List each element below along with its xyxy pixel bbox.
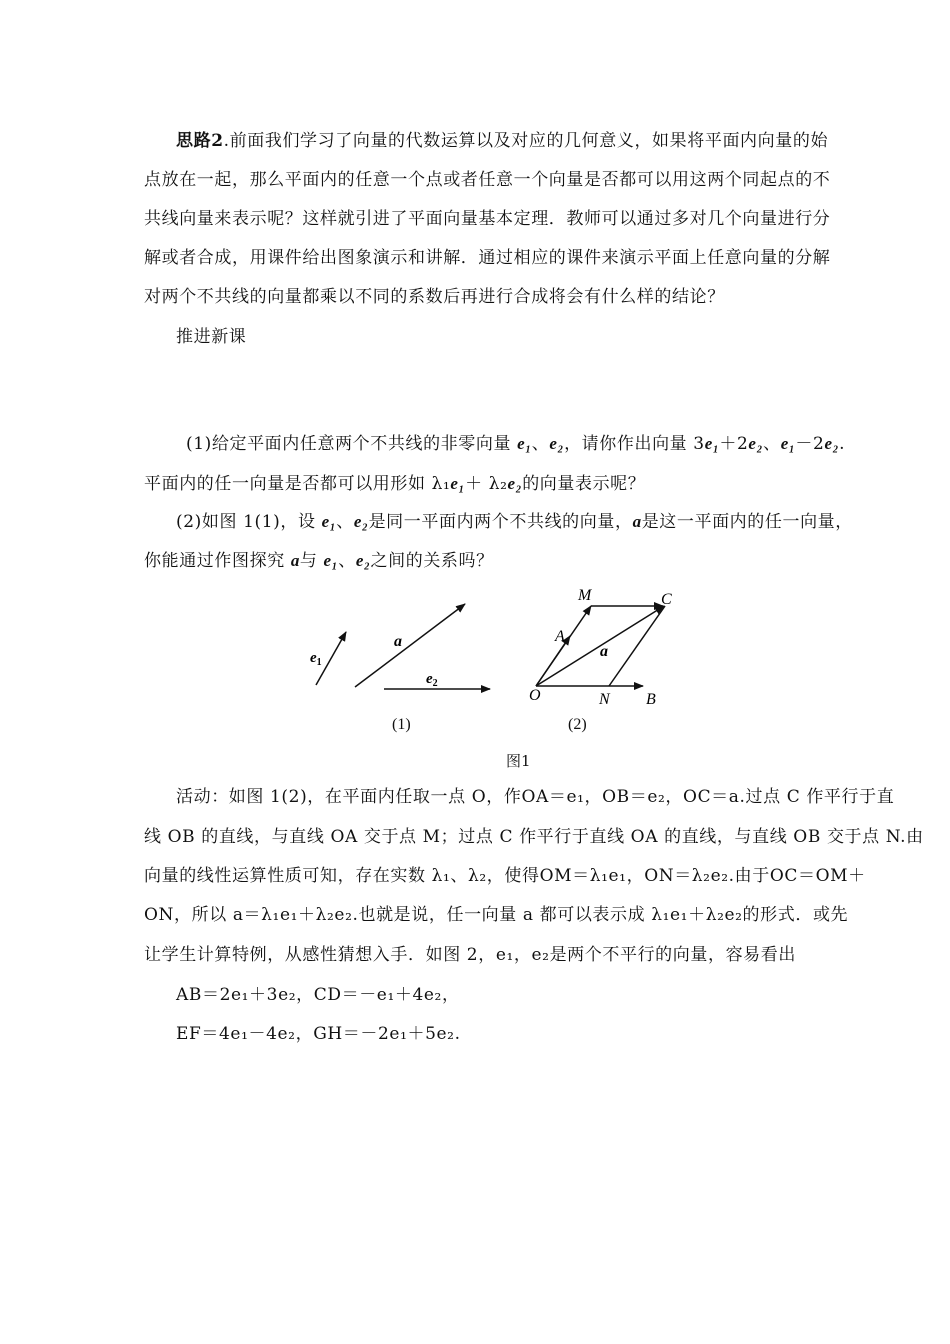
activity-line-3: 向量的线性运算性质可知，存在实数 λ₁、λ₂，使得OM＝λ₁e₁，ON＝λ₂e₂.由于OC＝OM＋	[144, 866, 866, 886]
label-C: C	[661, 591, 672, 608]
activity-line-2: 线 OB 的直线，与直线 OA 交于点 M；过点 C 作平行于直线 OA 的直线，与直线 OB 交于点 N.由	[144, 827, 924, 847]
question-2-line-2: 你能通过作图探究 a与 e₁、e₂之间的关系吗？	[144, 551, 494, 571]
paragraph-line-2: 点放在一起，那么平面内的任意一个点或者任意一个向量是否都可以用这两个同起点的不	[144, 170, 831, 190]
label-A: A	[555, 628, 565, 645]
label-O: O	[529, 687, 541, 704]
label-M: M	[578, 587, 592, 604]
paragraph-line-1: 思路2.前面我们学习了向量的代数运算以及对应的几何意义，如果将平面内向量的始	[176, 131, 829, 151]
label-a2: a	[600, 643, 608, 660]
equation-line-1: AB＝2e₁＋3e₂，CD＝－e₁＋4e₂，	[176, 985, 460, 1005]
label-a: a	[394, 633, 402, 650]
figure-part-2	[529, 587, 672, 708]
question-1-line-1: (1)给定平面内任意两个不共线的非零向量 e₁、e₂，请你作出向量 3e₁＋2e₂、e₁－2e₂.	[186, 434, 846, 454]
question-1-line-2: 平面内的任一向量是否都可以用形如 λ₁e₁＋ λ₂e₂的向量表示呢？	[144, 474, 646, 494]
question-2-line-1: (2)如图 1(1)，设 e₁、e₂是同一平面内两个不共线的向量，a是这一平面内的任一向量，	[176, 512, 853, 532]
vector-OA	[536, 636, 570, 686]
section-title: 推进新课	[176, 327, 247, 347]
paragraph-lead: 思路2	[176, 131, 224, 151]
figure-part-1	[310, 604, 490, 689]
activity-line-5: 让学生计算特例，从感性猜想入手．如图 2，e₁，e₂是两个不平行的向量，容易看出	[144, 945, 796, 965]
paragraph-line-5: 对两个不共线的向量都乘以不同的系数后再进行合成将会有什么样的结论？	[144, 287, 725, 307]
activity-line-4: ON，所以 a＝λ₁e₁＋λ₂e₂.也就是说，任一向量 a 都可以表示成 λ₁e₁＋λ₂e₂的形式．或先	[144, 905, 849, 925]
label-N: N	[599, 691, 610, 708]
paragraph-line-3: 共线向量来表示呢？这样就引进了平面向量基本定理．教师可以通过多对几个向量进行分	[144, 209, 831, 229]
activity-line-1: 活动：如图 1(2)，在平面内任取一点 O，作OA＝e₁，OB＝e₂，OC＝a.过点 C 作平行于直	[176, 787, 895, 807]
equation-line-2: EF＝4e₁－4e₂，GH＝－2e₁＋5e₂.	[176, 1024, 461, 1044]
vector-a-arrow	[355, 604, 465, 687]
vector-figure	[300, 580, 700, 740]
segment-CN	[609, 606, 665, 686]
label-e2: $e_2$	[426, 671, 438, 689]
paragraph-line-4: 解或者合成，用课件给出图象演示和讲解．通过相应的课件来演示平面上任意向量的分解	[144, 248, 831, 268]
label-B: B	[646, 691, 656, 708]
figure-sublabel-2: (2)	[568, 716, 587, 733]
figure-sublabel-1: (1)	[392, 716, 411, 733]
label-e1: $e_1$	[310, 650, 322, 668]
figure-caption: 图1	[506, 752, 531, 770]
